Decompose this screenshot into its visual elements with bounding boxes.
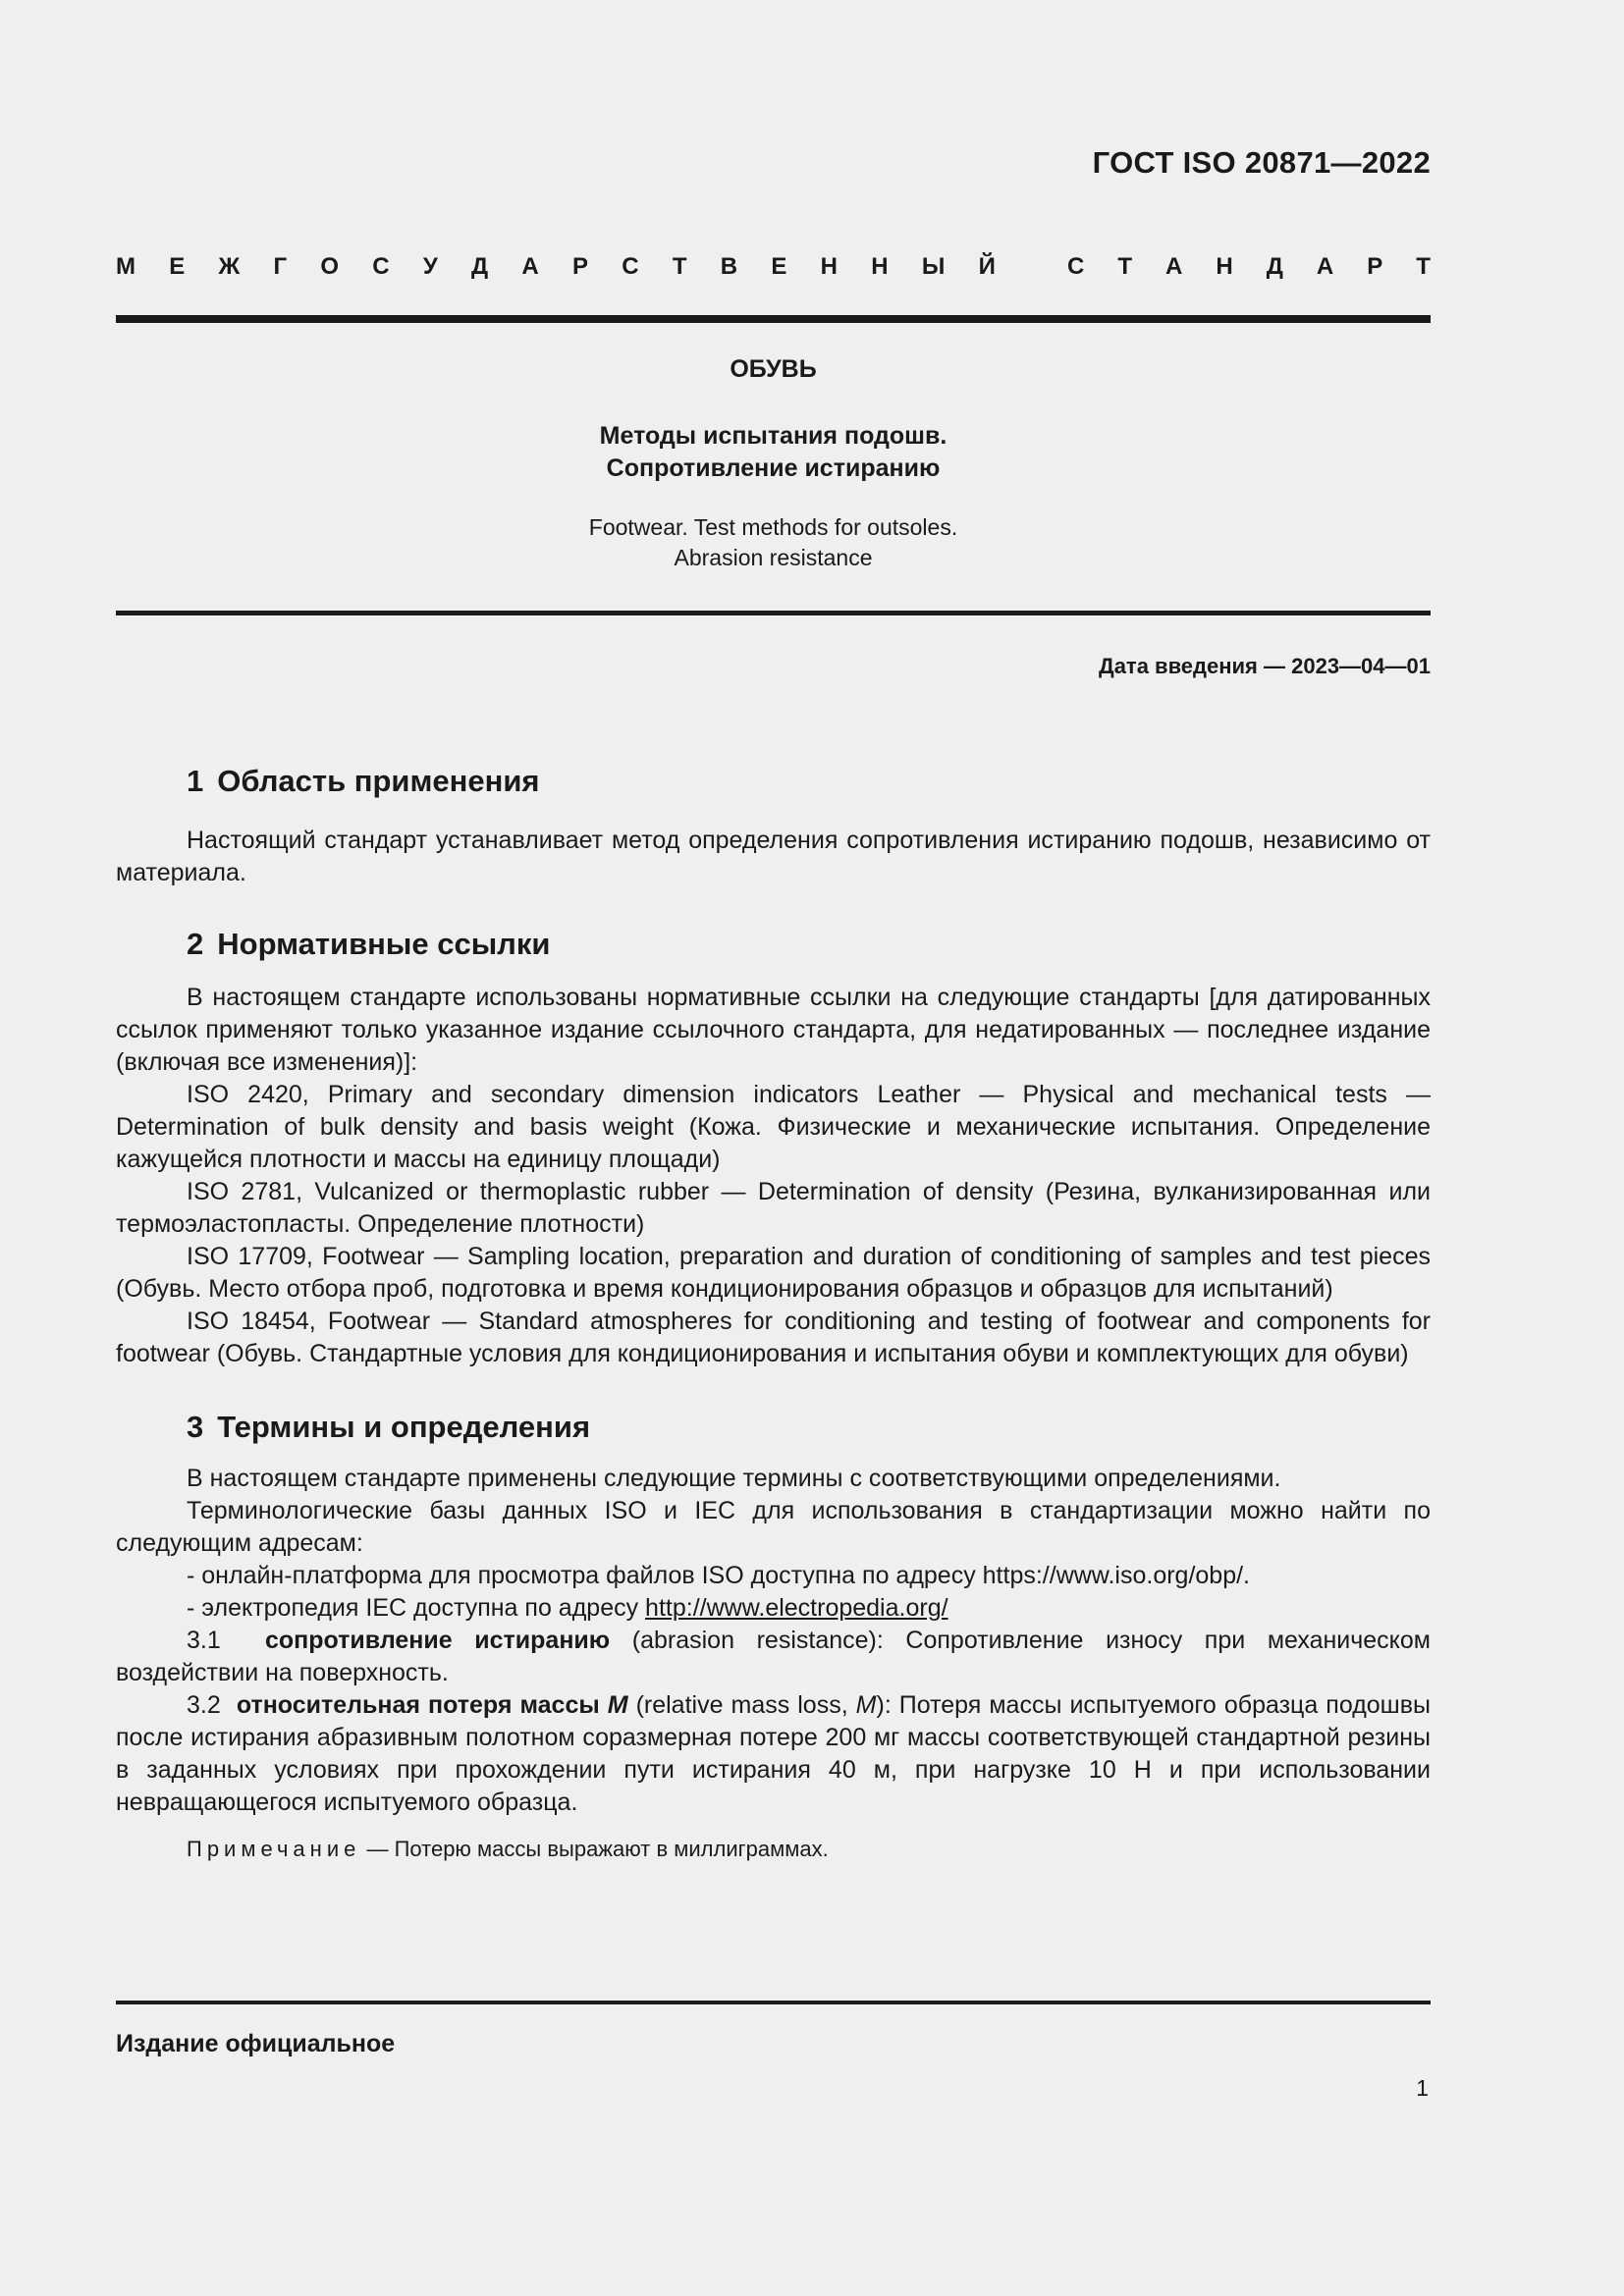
section-heading-2	[187, 923, 1431, 966]
term-symbol: M	[607, 1691, 628, 1719]
standard-type-word-2	[1067, 253, 1431, 281]
term-name: сопротивление истиранию	[264, 1627, 611, 1654]
heading-letter: Д	[471, 253, 489, 280]
section-heading-1	[187, 760, 1431, 803]
section-title: Область применения	[217, 764, 540, 798]
heading-letter: С	[622, 253, 639, 280]
document-number: ГОСТ ISO 20871—2022	[1092, 145, 1431, 180]
heading-letter: М	[116, 253, 135, 280]
term-definition: ): Потеря массы испытуемого образца подошвы после истирания абразивным полотном соразмерная потере 200 мг массы соответствующей стандартной резины в заданных условиях при прохождении пути истирания 40 м, при нагрузке 10 Н и при использовании невращающегося испытуемого образца.	[116, 1691, 1431, 1816]
english-title-line-1: Footwear. Test methods for outsoles.	[588, 514, 958, 540]
section-2-content	[116, 982, 1431, 1370]
normative-reference-item: ISO 18454, Footwear — Standard atmospheres for conditioning and testing of footwear and components for footwear (Обувь. Стандартные условия для кондиционирования и испытания обуви и комплектующих для обуви)	[116, 1308, 1431, 1367]
term-name: относительная потеря массы	[236, 1691, 608, 1719]
term-3-1	[116, 1625, 1431, 1689]
heading-letter: Т	[672, 253, 687, 280]
section-title: Термины и определения	[217, 1410, 591, 1444]
page-number: 1	[1416, 2075, 1429, 2101]
address-list-item: - онлайн-платформа для просмотра файлов ISO доступна по адресу https://www.iso.org/obp/.	[187, 1562, 1251, 1589]
heading-letter: С	[1067, 253, 1085, 280]
heading-letter: А	[1316, 253, 1334, 280]
heading-letter: А	[1165, 253, 1183, 280]
section-number: 1	[187, 764, 204, 798]
note-text: — Потерю массы выражают в миллиграммах.	[360, 1837, 829, 1861]
subtitle-line-1: Методы испытания подошв.	[599, 422, 947, 450]
note	[116, 1833, 1431, 1865]
term-definition: (abrasion resistance): Сопротивление износу при механическом воздействии на поверхность.	[116, 1627, 1431, 1686]
heading-letter: Р	[1367, 253, 1383, 280]
english-title-line-2: Abrasion resistance	[674, 545, 873, 570]
section-3-paragraph-1: В настоящем стандарте применены следующие термины с соответствующими определениями.	[187, 1465, 1281, 1492]
section-3-paragraph-2: Терминологические базы данных ISO и IEC для использования в стандартизации можно найти по следующим адресам:	[116, 1497, 1431, 1557]
document-subtitle	[116, 420, 1431, 485]
electropedia-link[interactable]: http://www.electropedia.org/	[645, 1594, 948, 1622]
heading-letter: В	[720, 253, 738, 280]
heading-letter: Д	[1266, 253, 1283, 280]
heading-letter: Т	[1117, 253, 1133, 280]
address-list-item	[116, 1592, 1431, 1625]
heading-letter: О	[320, 253, 339, 280]
subtitle-line-2: Сопротивление истиранию	[606, 454, 941, 482]
normative-reference-item: ISO 17709, Footwear — Sampling location, preparation and duration of conditioning of samples and test pieces (Обувь. Место отбора проб, подготовка и время кондиционирования образцов и образцов для испытаний)	[116, 1243, 1431, 1303]
heading-letter: Ж	[218, 253, 241, 280]
section-1-paragraph: Настоящий стандарт устанавливает метод определения сопротивления истиранию подошв, независимо от материала.	[116, 827, 1431, 886]
heading-letter: Ы	[921, 253, 946, 280]
heading-letter: Е	[771, 253, 787, 280]
heading-letter: Н	[1216, 253, 1233, 280]
document-title: ОБУВЬ	[730, 355, 817, 383]
heading-letter: Т	[1416, 253, 1431, 280]
standard-type-heading	[116, 253, 1431, 281]
footer-divider	[116, 2001, 1431, 2004]
standard-type-word-1	[116, 253, 996, 281]
section-title: Нормативные ссылки	[217, 927, 551, 961]
term-3-2	[116, 1689, 1431, 1819]
title-divider	[116, 611, 1431, 615]
heading-letter: С	[372, 253, 390, 280]
heading-letter: Г	[273, 253, 288, 280]
section-number: 3	[187, 1410, 204, 1444]
section-2-intro: В настоящем стандарте использованы нормативные ссылки на следующие стандарты [для датированных ссылок применяют только указанное издание ссылочного стандарта, для недатированных — последнее издание (включая все изменения)]:	[116, 984, 1431, 1076]
normative-reference-item: ISO 2420, Primary and secondary dimension indicators Leather — Physical and mechanical tests — Determination of bulk density and basis weight (Кожа. Физические и механические испытания. Определение кажущейся плотности и массы на единицу площади)	[116, 1081, 1431, 1173]
section-heading-3	[187, 1406, 1431, 1449]
heading-letter: У	[422, 253, 438, 280]
heading-letter: Р	[571, 253, 588, 280]
heading-letter: А	[521, 253, 539, 280]
section-3-content	[116, 1463, 1431, 1865]
section-number: 2	[187, 927, 204, 961]
term-symbol-italic: M	[855, 1691, 877, 1719]
english-title	[116, 512, 1431, 573]
term-english: (relative mass loss,	[627, 1691, 856, 1719]
introduction-date: Дата введения — 2023—04—01	[1099, 654, 1431, 678]
heading-letter: Й	[978, 253, 996, 280]
term-number: 3.2	[187, 1691, 221, 1719]
heading-letter: Е	[169, 253, 186, 280]
term-number: 3.1	[187, 1627, 221, 1654]
note-label: Примечание	[187, 1837, 361, 1861]
list-item-text: - электропедия IEC доступна по адресу	[187, 1594, 646, 1622]
normative-reference-item: ISO 2781, Vulcanized or thermoplastic rubber — Determination of density (Резина, вулканизированная или термоэластопласты. Определение плотности)	[116, 1178, 1431, 1238]
document-body	[116, 760, 1431, 1865]
heading-letter: Н	[871, 253, 889, 280]
official-edition-label: Издание официальное	[116, 2030, 396, 2057]
top-divider	[116, 315, 1431, 323]
heading-letter: Н	[820, 253, 838, 280]
